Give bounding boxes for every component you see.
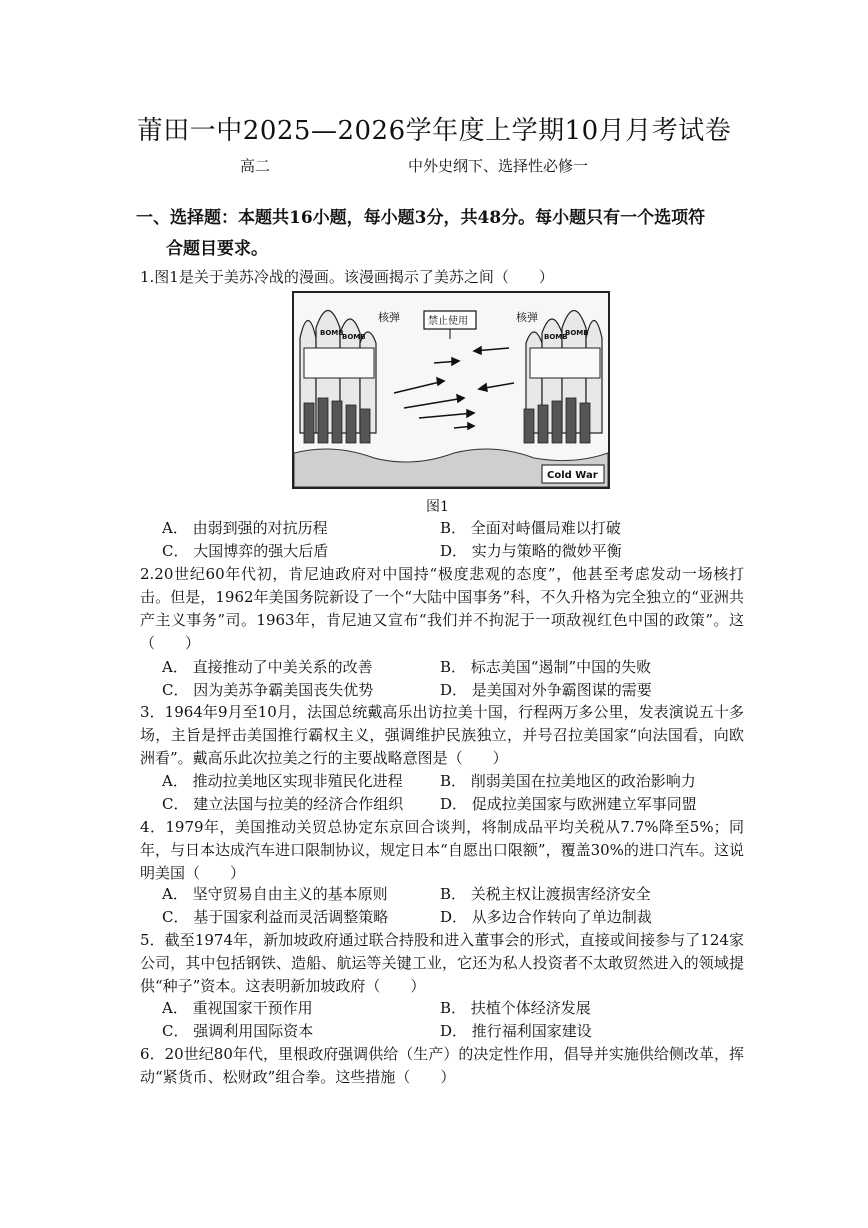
- q1-option-d: D． 实力与策略的微妙平衡: [440, 542, 622, 560]
- exam-title: 莆田一中2025—2026学年度上学期10月月考试卷: [136, 116, 732, 146]
- question-6-stem: 6．20世纪80年代，里根政府强调供给（生产）的决定性作用，倡导并实施供给侧改革，挥动“紧货币、松财政”组合拳。这些措施（ ）: [140, 1045, 744, 1086]
- question-1-stem: 1.图1是关于美苏冷战的漫画。该漫画揭示了美苏之间（ ）: [140, 268, 554, 286]
- left-nuke-label: 核弹: [378, 311, 400, 324]
- q4-option-a: A． 坚守贸易自由主义的基本原则: [162, 885, 388, 903]
- cartoon-drawing: [294, 293, 608, 487]
- q3-option-b: B． 削弱美国在拉美地区的政治影响力: [440, 772, 696, 790]
- q2-option-a: A． 直接推动了中美关系的改善: [162, 658, 373, 676]
- cold-war-label: Cold War: [547, 470, 598, 481]
- figure-caption: 图1: [426, 499, 449, 515]
- q4-option-b: B． 关税主权让渡损害经济安全: [440, 885, 651, 903]
- q5-option-c: C． 强调利用国际资本: [162, 1022, 314, 1040]
- bomb-label-left-2: BOMB: [342, 333, 366, 341]
- q3-option-d: D． 促成拉美国家与欧洲建立军事同盟: [440, 795, 697, 813]
- q3-option-a: A． 推动拉美地区实现非殖民化进程: [162, 772, 403, 790]
- cold-war-cartoon: [292, 291, 610, 489]
- q5-option-b: B． 扶植个体经济发展: [440, 999, 591, 1017]
- section-heading: 一、选择题：本题共16小题，每小题3分，共48分。每小题只有一个选项符: [136, 208, 706, 228]
- q2-option-b: B． 标志美国“遏制”中国的失败: [440, 658, 652, 676]
- grade-label: 高二: [240, 157, 271, 175]
- subject-label: 中外史纲下、选择性必修一: [408, 157, 589, 175]
- question-5-stem: 5．截至1974年，新加坡政府通过联合持股和进入董事会的形式，直接或间接参与了124家公司，其中包括钢铁、造船、航运等关键工业，它还为私人投资者不太敢贸然进入的领域提供“种子”资本。这表明新加坡政府（ ）: [140, 931, 744, 995]
- right-nuke-label: 核弹: [516, 311, 538, 324]
- section-heading-cont: 合题目要求。: [166, 239, 268, 259]
- bomb-label-right-2: BOMB: [565, 329, 589, 337]
- q5-option-a: A． 重视国家干预作用: [162, 999, 313, 1017]
- q4-option-c: C． 基于国家利益而灵活调整策略: [162, 908, 389, 926]
- bomb-label-left-1: BOMB: [320, 329, 344, 337]
- q4-option-d: D． 从多边合作转向了单边制裁: [440, 908, 652, 926]
- question-2-stem: 2.20世纪60年代初，肯尼迪政府对中国持“极度悲观的态度”，他甚至考虑发动一场核打击。但是，1962年美国务院新设了一个“大陆中国事务”科，不久升格为完全独立的“亚洲共产主义事务”司。1963年，肯尼迪又宣布“我们并不拘泥于一项敌视红色中国的政策”。这（ ）: [140, 565, 744, 652]
- bomb-label-right-1: BOMB: [544, 333, 568, 341]
- q1-option-c: C． 大国博弈的强大后盾: [162, 542, 329, 560]
- question-4-stem: 4．1979年，美国推动关贸总协定东京回合谈判，将制成品平均关税从7.7%降至5%；同年，与日本达成汽车进口限制协议，规定日本“自愿出口限额”，覆盖30%的进口汽车。这说明美国（ ）: [140, 818, 744, 882]
- question-3-stem: 3．1964年9月至10月，法国总统戴高乐出访拉美十国，行程两万多公里，发表演说五十多场，主旨是抨击美国推行霸权主义，强调维护民族独立，并号召拉美国家“向法国看，向欧洲看”。戴高乐此次拉美之行的主要战略意图是（ ）: [140, 703, 744, 767]
- sign-text: 禁止使用: [428, 316, 468, 327]
- q1-option-b: B． 全面对峙僵局难以打破: [440, 519, 621, 537]
- q2-option-c: C． 因为美苏争霸美国丧失优势: [162, 681, 374, 699]
- q5-option-d: D． 推行福利国家建设: [440, 1022, 592, 1040]
- q1-option-a: A． 由弱到强的对抗历程: [162, 519, 328, 537]
- q2-option-d: D． 是美国对外争霸图谋的需要: [440, 681, 652, 699]
- q3-option-c: C． 建立法国与拉美的经济合作组织: [162, 795, 404, 813]
